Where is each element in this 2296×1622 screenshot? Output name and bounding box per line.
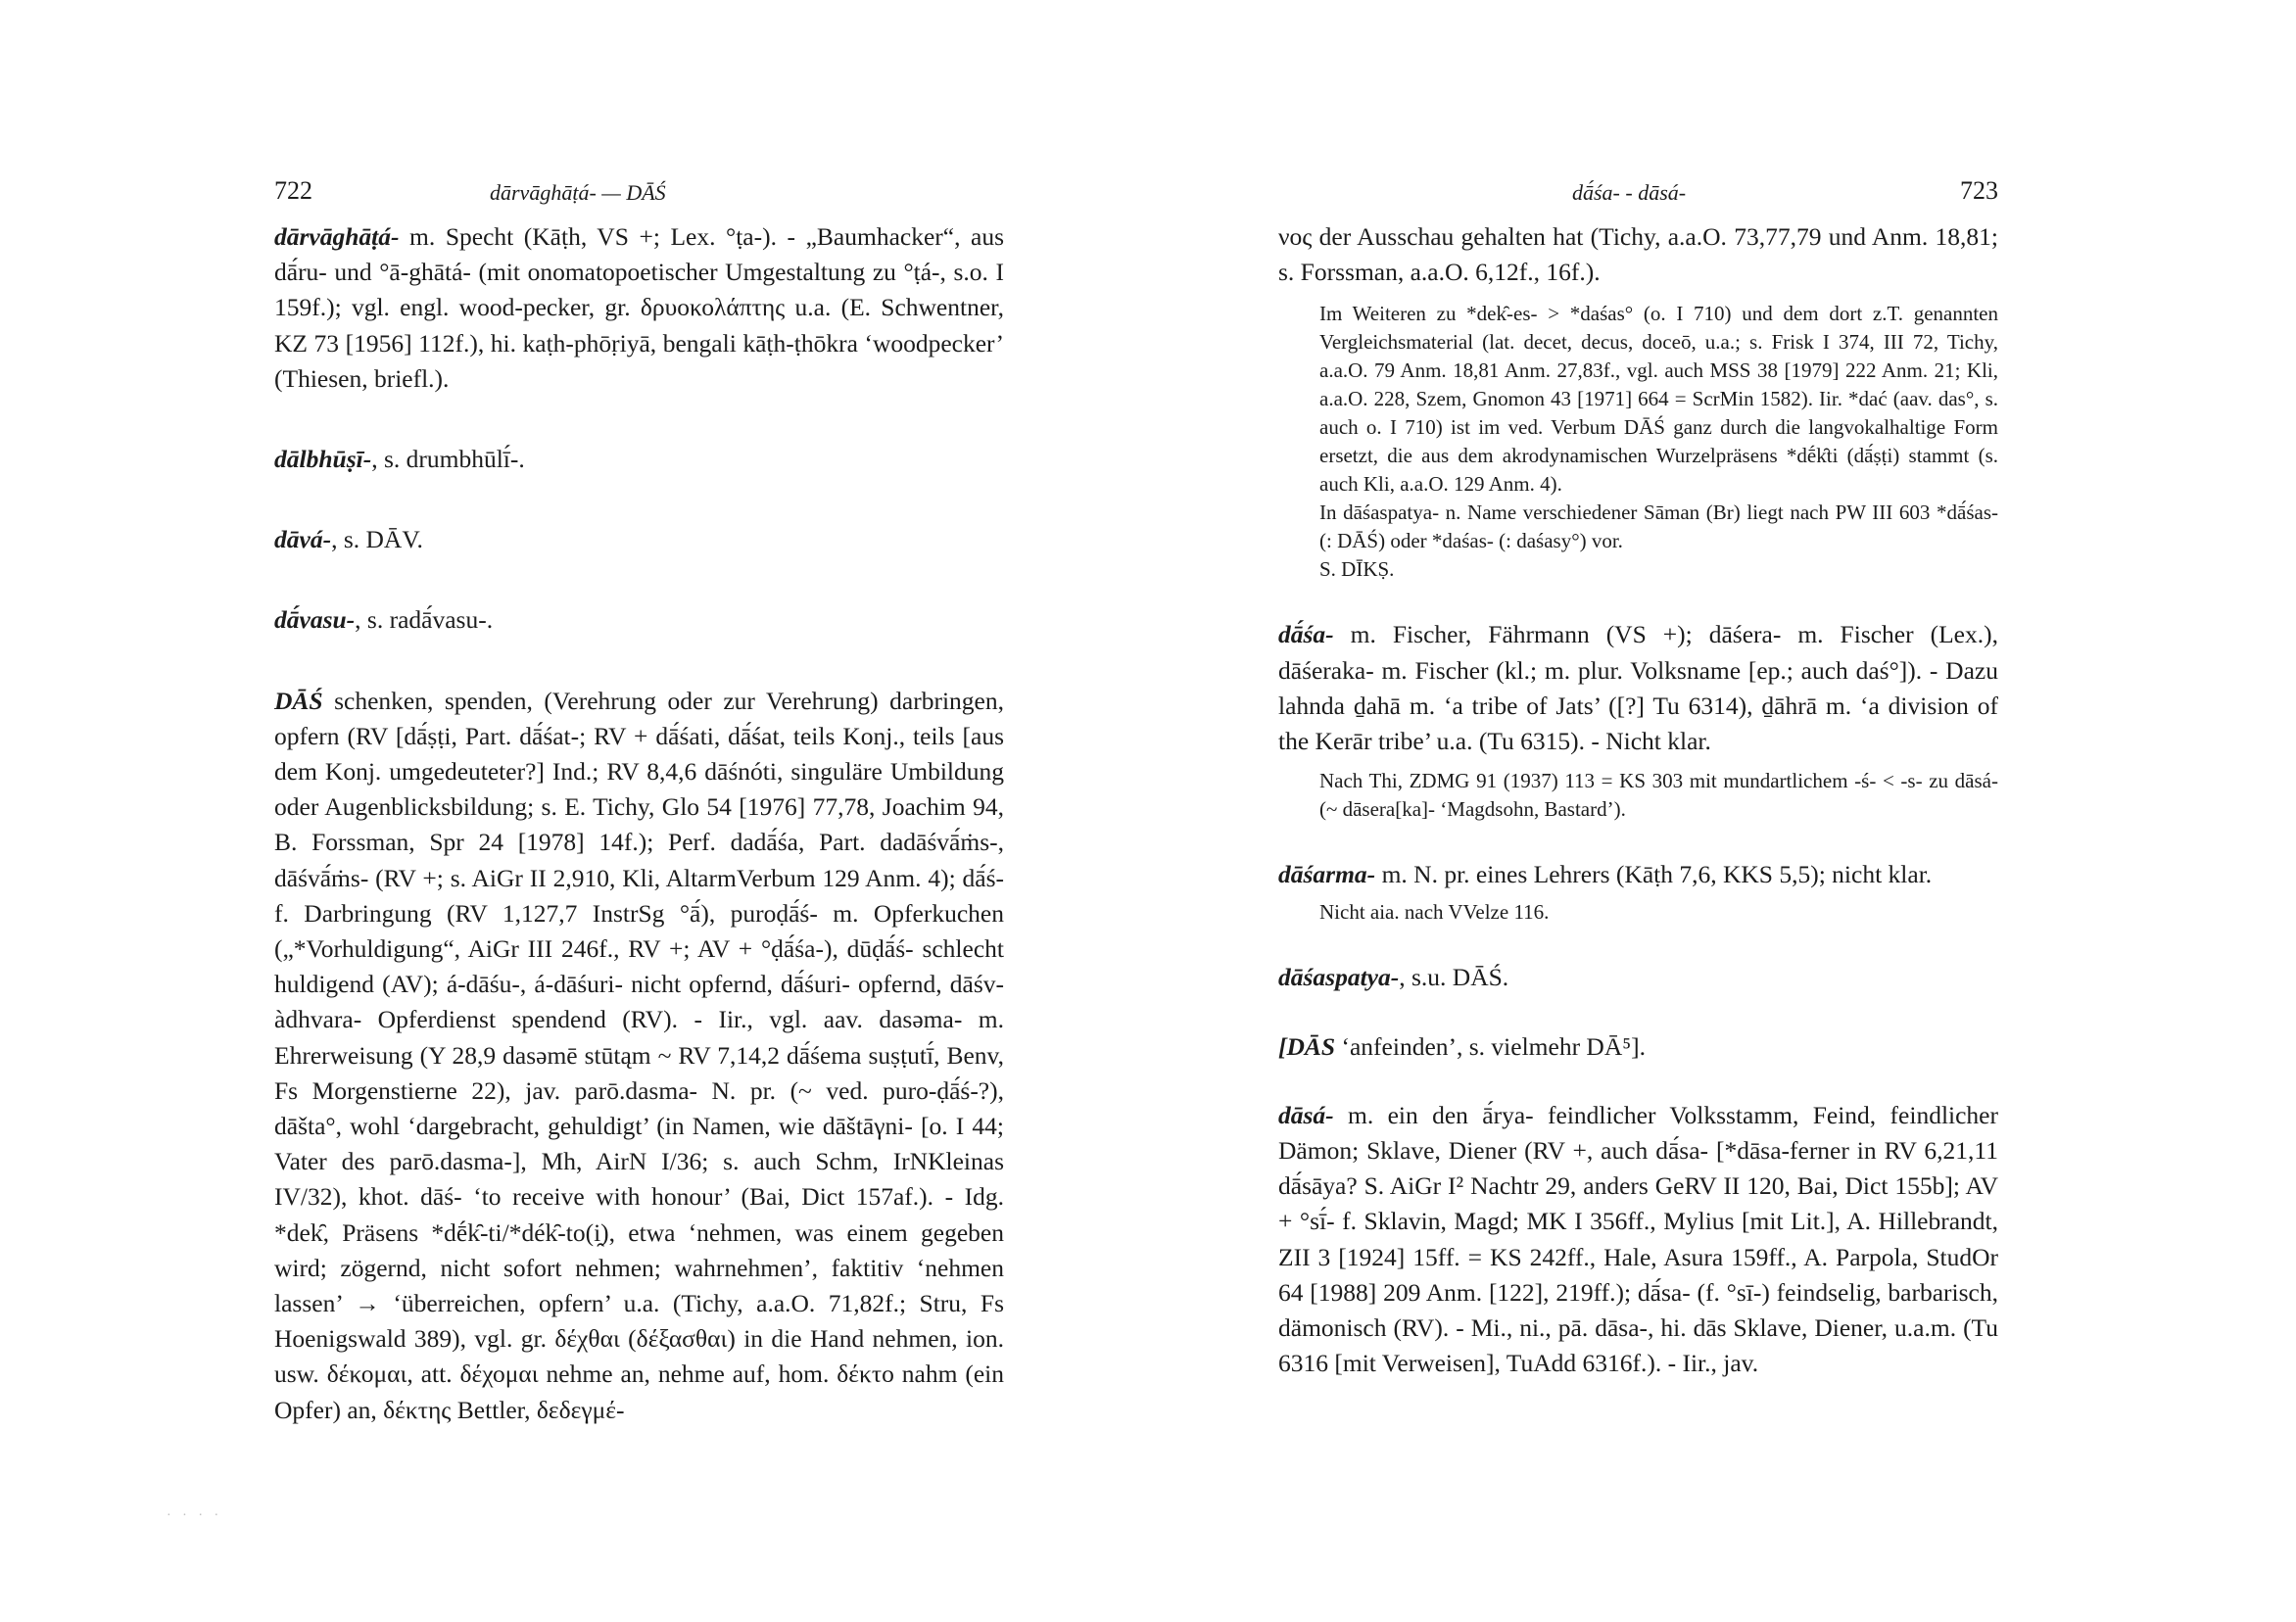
dictionary-entry (1278, 857, 1998, 892)
entry-text: m. N. pr. eines Lehrers (Kāṭh 7,6, KKS 5,5); nicht klar. (1375, 860, 1933, 889)
entry-text: schenken, spenden, (Verehrung oder zur Verehrung) darbringen, opfern (RV [dā́ṣṭi, Part. dā́śat-; RV + dā́śati, dā́śat, teils Konj., teils [aus dem Konj. umgedeuteter?] Ind.; RV 8,4,6 dāśnóti, singuläre Umbildung oder Augenblicksbildung; s. E. Tichy, Glo 54 [1976] 77,78, Joachim 94, B. Forssman, Spr 24 [1978] 14f.); Perf. dadā́śa, Part. dadāśvā́ṁs-, dāśvā́ṁs- (RV +; s. AiGr II 2,910, Kli, AltarmVerbum 129 Anm. 4); dā́ś- f. Darbringung (RV 1,127,7 InstrSg °ā́), puroḍā́ś- m. Opferkuchen („*Vorhuldigung“, AiGr III 246f., RV +; AV + °ḍā́śa-), dūḍā́ś- schlecht huldigend (AV); á-dāśu-, á-dāśuri- nicht opfernd, dā́śuri- opfernd, dāśv-àdhvara- Opferdienst spendend (RV). - Iir., vgl. aav. dasəma- m. Ehrerweisung (Y 28,9 dasəmē stūtąm ~ RV 7,14,2 dā́śema suṣṭutī́, Benv, Fs Morgenstierne 22), jav. parō.dasma- N. pr. (~ ved. puro-ḍā́ś-?), dāšta°, wohl ‘dargebracht, gehuldigt’ (in Namen, wie dāštāγni- [o. I 44; Vater des parō.dasma-], Mh, AirN I/36; s. auch Schm, IrNKleinas IV/32), khot. dāś- ‘to receive with honour’ (Bai, Dict 157af.). - Idg. *dek̑, Präsens *dḗk̑-ti/*dék̑-to(i̯), etwa ‘nehmen, was einem gegeben wird; zögernd, nicht sofort nehmen; wahrnehmen’, faktitiv ‘nehmen lassen’ → ‘überreichen, opfern’ u.a. (Tichy, a.a.O. 71,82f.; Stru, Fs Hoenigswald 389), vgl. gr. δέχθαι (δέξασθαι) in die Hand nehmen, ion. usw. δέκομαι, att. δέχομαι nehme an, nehme auf, hom. δέκτο nahm (ein Opfer) an, δέκτης Bettler, δεδεγμέ- (274, 686, 1004, 1424)
margin-dots: · · · · (167, 1508, 223, 1523)
entry-continuation: νος der Ausschau gehalten hat (Tichy, a.a.O. 73,77,79 und Anm. 18,81; s. Forssman, a.a.O. 6,12f., 16f.). (1278, 222, 1998, 287)
running-head: dā́śa- - dāsá- (1572, 180, 1687, 205)
entry-text: m. Fischer, Fährmann (VS +); dāśera- m. Fischer (Lex.), dāśeraka- m. Fischer (kl.; m. plur. Volksname [ep.; auch daś°]). - Dazu lahnda ḏahā m. ‘a tribe of Jats’ ([?] Tu 6314), ḏāhrā m. ‘a division of the Kerār tribe’ u.a. (Tu 6315). - Nicht klar. (1278, 620, 1998, 756)
small-print-note: Nach Thi, ZDMG 91 (1937) 113 = KS 303 mit mundartlichem -ś- < -s- zu dāsá- (~ dāsera[ka]- ‘Magdsohn, Bastard’). (1319, 769, 1998, 822)
lemma: dāśaspatya- (1278, 963, 1400, 992)
dictionary-entry (1278, 960, 1998, 995)
lemma: DĀŚ (274, 686, 323, 715)
dictionary-entry (274, 522, 1004, 557)
lemma: dā́vasu- (274, 605, 356, 635)
lemma: dāśarma- (1278, 860, 1376, 889)
lemma: dāvá- (274, 525, 332, 554)
small-print-note: Im Weiteren zu *dek̑-es- > *daśas° (o. I 710) und dem dort z.T. genannten Vergleichsmaterial (lat. decet, decus, doceō, u.a.; s. Frisk I 374, III 72, Tichy, a.a.O. 79 Anm. 18,81 Anm. 27,83f., vgl. auch MSS 38 [1979] 222 Anm. 21; Kli, a.a.O. 228, Szem, Gnomon 43 [1971] 664 = ScrMin 1582). Iir. *dać (aav. das°, s. auch o. I 710) ist im ved. Verbum DĀŚ ganz durch die langvokalhaltige Form ersetzt, die aus dem akrodynamischen Wurzelpräsens *dḗk̑ti (dā́ṣṭi) stammt (s. auch Kli, a.a.O. 129 Anm. 4). (1319, 302, 1998, 497)
entry-text: ‘anfeinden’, s. vielmehr DĀ⁵]. (1335, 1031, 1647, 1061)
dictionary-entry (274, 684, 1004, 1428)
small-print-note: In dāśaspatya- n. Name verschiedener Sāman (Br) liegt nach PW III 603 *dā́śas- (: DĀŚ) oder *daśas- (: daśasy°) vor. (1319, 501, 1998, 553)
page-number: 723 (1960, 176, 1998, 205)
lemma: dāsá- (1278, 1100, 1334, 1129)
lemma: dārvāghāṭá- (274, 222, 400, 251)
right-page (1278, 176, 1998, 1381)
dictionary-entry (1278, 1029, 1998, 1065)
page-number: 722 (274, 176, 312, 205)
lemma: dā́śa- (1278, 620, 1334, 649)
dictionary-entry (274, 219, 1004, 397)
small-print-note: S. DĪKṢ. (1319, 557, 1395, 582)
entry-text: m. Specht (Kāṭh, VS +; Lex. °ṭa-). - „Baumhacker“, aus dā́ru- und °ā-ghātá- (mit onomatopoetischer Umgestaltung zu °ṭá-, s.o. I 159f.); vgl. engl. wood-pecker, gr. δρυοκολάπτης u.a. (E. Schwentner, KZ 73 [1956] 112f.), hi. kaṭh-phōṛiyā, bengali kāṭh-ṭhōkra ‘woodpecker’ (Thiesen, briefl.). (274, 222, 1004, 393)
running-head: dārvāghāṭá- — DĀŚ (490, 180, 666, 205)
entry-text: , s. radā́vasu-. (355, 605, 494, 635)
entry-text: m. ein den ā́rya- feindlicher Volksstamm, Feind, feindlicher Dämon; Sklave, Diener (RV +, auch dā́sa- [*dāsa-ferner in RV 6,21,11 dā́sāya? S. AiGr I² Nachtr 29, anders GeRV II 120, Bai, Dict 155b]; AV + °sī́- f. Sklavin, Magd; MK I 356ff., Mylius [mit Lit.], A. Hillebrandt, ZII 3 [1924] 15ff. = KS 242ff., Hale, Asura 159ff., A. Parpola, StudOr 64 [1988] 209 Anm. [122], 219ff.); dā́sa- (f. °sī-) feindselig, barbarisch, dämonisch (RV). - Mi., ni., pā. dāsa-, hi. dās Sklave, Diener, u.a.m. (Tu 6316 [mit Verweisen], TuAdd 6316f.). - Iir., jav. (1278, 1100, 1998, 1378)
small-print-note: Nicht aia. nach VVelze 116. (1319, 900, 1550, 925)
entry-text: , s.u. DĀŚ. (1399, 963, 1509, 992)
lemma: dālbhūṣī- (274, 445, 372, 474)
dictionary-entry (274, 602, 1004, 638)
right-header (1278, 176, 1998, 219)
left-page (274, 176, 1004, 1428)
left-header (274, 176, 1004, 219)
dictionary-entry (274, 442, 1004, 477)
dictionary-entry (1278, 1098, 1998, 1382)
entry-text: , s. DĀV. (331, 525, 423, 554)
lemma: [DĀS (1278, 1031, 1336, 1061)
dictionary-entry (1278, 617, 1998, 759)
entry-text: , s. drumbhūlī́-. (371, 445, 525, 474)
